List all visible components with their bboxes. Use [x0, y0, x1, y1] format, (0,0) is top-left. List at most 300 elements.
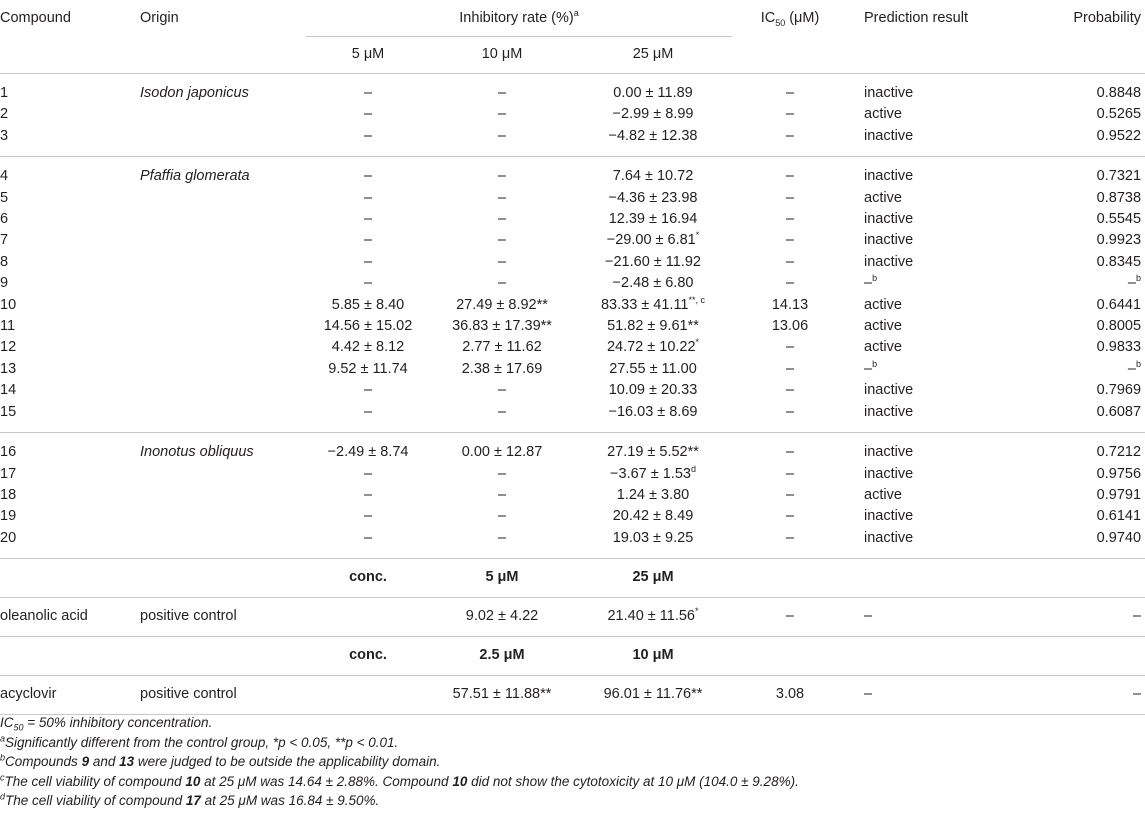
probability-value: [1021, 528, 1145, 549]
origin-cell: [138, 380, 306, 401]
table-row: [0, 209, 1145, 230]
table-row: [0, 273, 1145, 294]
prediction-value: [848, 166, 1021, 187]
control-value-b: [574, 598, 732, 637]
value-25um-text: −3.67 ± 1.53: [610, 465, 691, 482]
probability-text: 0.7969: [1096, 382, 1142, 399]
value-25um-text: −2.99 ± 8.99: [612, 106, 694, 123]
value-5um: –: [363, 127, 373, 144]
origin-cell: [138, 209, 306, 230]
ic50-value: 13.06: [771, 318, 809, 335]
prediction-value: [848, 273, 1021, 294]
prediction-text: –: [864, 275, 873, 292]
ic50-value: –: [785, 211, 795, 228]
probability-text: 0.6087: [1096, 403, 1142, 420]
value-10um: –: [497, 106, 507, 123]
footnote-c-compound: 10: [185, 773, 201, 789]
value-25um-text: 10.09 ± 20.33: [608, 382, 698, 399]
probability-value: [1021, 506, 1145, 527]
prediction-text: active: [864, 296, 902, 313]
footnote-b: [0, 752, 1145, 772]
probability-value: [1021, 316, 1145, 337]
header-probability: Probability: [1073, 10, 1142, 26]
ic50-value: –: [785, 403, 795, 420]
compound-id: 14: [0, 382, 17, 399]
value-5um: 4.42 ± 8.12: [331, 339, 405, 356]
control-row: [0, 598, 1145, 637]
prediction-value: [848, 126, 1021, 147]
value-25um-text: −29.00 ± 6.81: [606, 232, 696, 249]
footnote-d-text: The cell viability of compound: [5, 793, 186, 809]
ic50-value: –: [785, 85, 795, 101]
ic50-value: –: [785, 360, 795, 377]
footnote-ic50: [0, 713, 1145, 733]
value-25um: [574, 506, 732, 527]
table-row: [0, 380, 1145, 401]
prediction-text: inactive: [864, 403, 914, 420]
value-25um: [574, 464, 732, 485]
prediction-value: [848, 230, 1021, 251]
control-conc-row: [0, 559, 1145, 598]
compound-id: 6: [0, 211, 9, 228]
probability-text: 0.8848: [1096, 85, 1142, 101]
header-ic50-prefix: IC: [760, 10, 776, 26]
probability-text: –: [1127, 360, 1136, 377]
footnote-c-compound: 10: [452, 773, 468, 789]
prediction-text: inactive: [864, 127, 914, 144]
footnote-d-mark: d: [0, 791, 6, 802]
probability-text: 0.9791: [1096, 486, 1142, 503]
origin-cell: Isodon japonicus: [140, 85, 249, 101]
compound-id: 4: [0, 168, 9, 185]
probability-text: 0.8738: [1096, 189, 1142, 206]
ic50-value: –: [785, 465, 795, 482]
probability-value: [1021, 273, 1145, 294]
value-25um: [574, 252, 732, 273]
value-25um-text: 51.82 ± 9.61**: [607, 318, 699, 335]
origin-cell: [138, 402, 306, 423]
origin-cell: [138, 506, 306, 527]
footnote-d-text: at 25 μM was 16.84 ± 9.50%.: [200, 793, 380, 809]
origin-cell: [138, 464, 306, 485]
value-5um: −2.49 ± 8.74: [327, 444, 409, 461]
value-25um-text: −21.60 ± 11.92: [605, 253, 701, 270]
prediction-value: [848, 295, 1021, 316]
prediction-sup: b: [872, 273, 878, 284]
origin-cell: Inonotus obliquus: [140, 444, 254, 461]
value-5um: –: [363, 382, 373, 399]
prediction-text: inactive: [864, 444, 914, 461]
footnote-a: [0, 733, 1145, 753]
control-ic50: 3.08: [775, 686, 805, 703]
prediction-value: [848, 188, 1021, 209]
value-10um: –: [497, 529, 507, 546]
table-row: [0, 252, 1145, 273]
probability-text: 0.5545: [1096, 211, 1142, 228]
ic50-value: –: [785, 189, 795, 206]
ic50-value: –: [785, 106, 795, 123]
value-5um: –: [363, 403, 373, 420]
footnote-d-compound: 17: [185, 793, 201, 809]
footnote-c-text: The cell viability of compound: [4, 773, 186, 789]
prediction-value: [848, 464, 1021, 485]
probability-value: [1021, 188, 1145, 209]
control-ic50: –: [785, 608, 795, 625]
value-25um-text: −4.82 ± 12.38: [608, 127, 698, 144]
value-25um-text: 7.64 ± 10.72: [612, 168, 694, 185]
prediction-text: inactive: [864, 85, 914, 101]
value-25um-text: −2.48 ± 6.80: [612, 275, 694, 292]
prediction-text: inactive: [864, 465, 914, 482]
prediction-text: inactive: [864, 253, 914, 270]
origin-cell: [138, 528, 306, 549]
origin-cell: [138, 316, 306, 337]
value-25um-text: 27.19 ± 5.52**: [607, 444, 699, 461]
value-5um: –: [363, 508, 373, 525]
probability-value: [1021, 442, 1145, 463]
compound-id: 10: [0, 296, 17, 313]
origin-cell: [138, 295, 306, 316]
value-25um: [574, 337, 732, 358]
ic50-value: –: [785, 275, 795, 292]
compound-id: 1: [0, 85, 9, 101]
header-conc-10: 10 μM: [481, 46, 523, 63]
value-25um-text: 24.72 ± 10.22: [606, 339, 696, 356]
footnote-b-mark: b: [0, 752, 6, 763]
conc-b: 10 μM: [632, 647, 674, 664]
control-probability: –: [1132, 608, 1142, 625]
conc-label: conc.: [349, 569, 387, 586]
control-value-b-text: 21.40 ± 11.56: [607, 608, 695, 625]
origin-cell: [138, 485, 306, 506]
table-row: [0, 485, 1145, 506]
value-10um: –: [497, 168, 507, 185]
control-probability: –: [1132, 686, 1142, 703]
control-origin: positive control: [140, 686, 237, 703]
table-row: [0, 230, 1145, 251]
value-10um: 2.77 ± 11.62: [462, 339, 542, 356]
value-25um: [574, 528, 732, 549]
prediction-text: active: [864, 339, 902, 356]
value-25um-text: 0.00 ± 11.89: [613, 85, 693, 101]
ic50-value: –: [785, 253, 795, 270]
value-10um: –: [497, 211, 507, 228]
origin-cell: [138, 188, 306, 209]
probability-text: 0.9522: [1096, 127, 1142, 144]
value-10um: –: [497, 253, 507, 270]
footnote-d: [0, 791, 1145, 811]
header-compound: Compound: [0, 10, 71, 26]
conc-a: 2.5 μM: [479, 647, 525, 664]
origin-cell: [138, 230, 306, 251]
probability-text: 0.9923: [1096, 232, 1142, 249]
value-25um: [574, 188, 732, 209]
value-25um-sup: *: [695, 230, 700, 241]
probability-text: 0.7321: [1096, 168, 1142, 185]
control-row: [0, 676, 1145, 715]
probability-text: –: [1127, 275, 1136, 292]
prediction-value: [848, 528, 1021, 549]
compound-id: 2: [0, 106, 9, 123]
header-conc-5: 5 μM: [351, 46, 385, 63]
header-inhibitory-rate-label: Inhibitory rate (%): [459, 10, 574, 26]
value-10um: –: [497, 232, 507, 249]
control-name: acyclovir: [0, 686, 57, 703]
table-row: [0, 126, 1145, 147]
footnote-b-text: and: [89, 754, 120, 770]
compound-id: 11: [0, 318, 16, 335]
header-inhibitory-rate-sup: a: [573, 8, 579, 19]
compound-id: 5: [0, 189, 9, 206]
value-25um-text: 19.03 ± 9.25: [612, 529, 694, 546]
origin-cell: [138, 337, 306, 358]
prediction-value: [848, 485, 1021, 506]
prediction-text: active: [864, 189, 902, 206]
prediction-value: [848, 442, 1021, 463]
table-body: [0, 74, 1145, 715]
probability-value: [1021, 230, 1145, 251]
probability-text: 0.5265: [1096, 106, 1142, 123]
table-row: [0, 166, 1145, 187]
value-5um: –: [363, 465, 373, 482]
ic50-value: –: [785, 444, 795, 461]
probability-text: 0.9740: [1096, 529, 1142, 546]
compound-id: 9: [0, 275, 9, 292]
footnote-b-compound: 9: [81, 754, 90, 770]
ic50-value: –: [785, 339, 795, 356]
compound-id: 8: [0, 253, 9, 270]
value-10um: 27.49 ± 8.92**: [456, 296, 548, 313]
prediction-text: inactive: [864, 232, 914, 249]
table-row: [0, 506, 1145, 527]
value-5um: –: [363, 486, 373, 503]
table-row: [0, 464, 1145, 485]
value-10um: –: [497, 275, 507, 292]
value-25um-text: 20.42 ± 8.49: [612, 508, 694, 525]
value-10um: –: [497, 85, 507, 101]
value-25um: [574, 273, 732, 294]
header-ic50: [732, 4, 848, 37]
probability-value: [1021, 337, 1145, 358]
value-10um: –: [497, 127, 507, 144]
probability-value: [1021, 83, 1145, 104]
control-value-b-text: 96.01 ± 11.76**: [603, 686, 703, 703]
footnote-a-mark: a: [0, 733, 6, 744]
conc-label: conc.: [349, 647, 387, 664]
footnote-ic50-text: = 50% inhibitory concentration.: [23, 715, 213, 730]
prediction-text: inactive: [864, 382, 914, 399]
value-25um-text: −16.03 ± 8.69: [608, 403, 698, 420]
prediction-text: inactive: [864, 529, 914, 546]
table-row: [0, 104, 1145, 125]
conc-b: 25 μM: [632, 569, 674, 586]
footnote-c-text: did not show the cytotoxicity at 10 μM (104.0 ± 9.28%).: [467, 773, 799, 789]
value-5um: –: [363, 85, 373, 101]
value-25um: [574, 402, 732, 423]
probability-text: 0.6441: [1096, 296, 1142, 313]
control-value-a: 57.51 ± 11.88**: [452, 686, 552, 703]
compound-id: 7: [0, 232, 9, 249]
prediction-value: [848, 506, 1021, 527]
control-value-b-sup: *: [695, 606, 699, 617]
compound-id: 19: [0, 508, 17, 525]
footnotes: [0, 713, 1145, 811]
value-25um-text: 27.55 ± 11.00: [609, 360, 697, 377]
prediction-text: inactive: [864, 211, 914, 228]
table-row: [0, 188, 1145, 209]
probability-value: [1021, 359, 1145, 380]
prediction-sup: b: [872, 359, 878, 370]
control-value-a: 9.02 ± 4.22: [465, 608, 539, 625]
header-conc-25: 25 μM: [632, 46, 674, 63]
header-inhibitory-rate: [306, 4, 732, 37]
prediction-value: [848, 252, 1021, 273]
prediction-value: [848, 316, 1021, 337]
value-5um: –: [363, 232, 373, 249]
header-origin: Origin: [140, 10, 179, 26]
footnote-b-text: were judged to be outside the applicability domain.: [134, 754, 441, 770]
footnote-b-compound: 13: [119, 754, 135, 770]
value-10um: –: [497, 189, 507, 206]
ic50-value: 14.13: [771, 296, 809, 313]
prediction-text: active: [864, 106, 902, 123]
compound-id: 18: [0, 486, 17, 503]
footnote-ic50-prefix: IC: [0, 715, 14, 730]
value-25um-sup: *: [695, 337, 700, 348]
value-25um: [574, 126, 732, 147]
value-5um: –: [363, 168, 373, 185]
probability-value: [1021, 485, 1145, 506]
prediction-text: inactive: [864, 168, 914, 185]
value-25um: [574, 485, 732, 506]
value-25um: [574, 359, 732, 380]
probability-value: [1021, 380, 1145, 401]
probability-text: 0.7212: [1096, 444, 1142, 461]
control-conc-row: [0, 637, 1145, 676]
probability-value: [1021, 464, 1145, 485]
probability-sup: b: [1136, 273, 1142, 284]
table-row: [0, 402, 1145, 423]
probability-sup: b: [1136, 359, 1142, 370]
origin-cell: [138, 252, 306, 273]
compound-id: 17: [0, 465, 17, 482]
value-10um: 2.38 ± 17.69: [461, 360, 543, 377]
value-25um-text: 83.33 ± 41.11: [600, 296, 689, 313]
value-5um: –: [363, 275, 373, 292]
value-10um: 36.83 ± 17.39**: [452, 318, 552, 335]
table-row: [0, 316, 1145, 337]
control-origin: positive control: [140, 608, 237, 625]
compound-id: 13: [0, 360, 17, 377]
ic50-value: –: [785, 127, 795, 144]
conc-a: 5 μM: [485, 569, 519, 586]
probability-text: 0.8345: [1096, 253, 1142, 270]
probability-value: [1021, 295, 1145, 316]
header-prediction: Prediction result: [864, 10, 968, 26]
ic50-value: –: [785, 168, 795, 185]
value-5um: –: [363, 529, 373, 546]
value-25um: [574, 380, 732, 401]
table-row: [0, 83, 1145, 104]
value-5um: –: [363, 106, 373, 123]
value-10um: –: [497, 382, 507, 399]
value-10um: –: [497, 403, 507, 420]
table-row: [0, 337, 1145, 358]
value-5um: 5.85 ± 8.40: [331, 296, 405, 313]
prediction-value: [848, 402, 1021, 423]
value-10um: –: [497, 486, 507, 503]
value-25um-sup: d: [690, 463, 696, 474]
prediction-text: active: [864, 486, 902, 503]
control-prediction: –: [864, 608, 873, 625]
prediction-value: [848, 209, 1021, 230]
value-5um: –: [363, 189, 373, 206]
table-row: [0, 528, 1145, 549]
table-row: [0, 442, 1145, 463]
footnote-b-text: Compounds: [5, 754, 82, 770]
value-25um-text: −4.36 ± 23.98: [608, 189, 698, 206]
value-25um: [574, 295, 732, 316]
value-25um: [574, 442, 732, 463]
footnote-c: [0, 772, 1145, 792]
table-row: [0, 295, 1145, 316]
ic50-value: –: [785, 508, 795, 525]
compound-id: 15: [0, 403, 17, 420]
probability-value: [1021, 104, 1145, 125]
footnote-c-text: at 25 μM was 14.64 ± 2.88%. Compound: [200, 773, 453, 789]
probability-value: [1021, 252, 1145, 273]
value-25um: [574, 230, 732, 251]
prediction-value: [848, 83, 1021, 104]
footnote-c-mark: c: [0, 772, 5, 783]
value-25um: [574, 83, 732, 104]
prediction-text: active: [864, 318, 902, 335]
compound-id: 3: [0, 127, 9, 144]
probability-value: [1021, 166, 1145, 187]
control-name: oleanolic acid: [0, 608, 88, 625]
value-10um: –: [497, 465, 507, 482]
value-25um: [574, 166, 732, 187]
inhibitory-rate-table: [0, 4, 1145, 715]
footnote-a-text: Significantly different from the control group, *p < 0.05, **p < 0.01.: [5, 734, 399, 750]
prediction-text: inactive: [864, 508, 914, 525]
prediction-value: [848, 380, 1021, 401]
value-25um: [574, 104, 732, 125]
value-25um: [574, 209, 732, 230]
probability-text: 0.8005: [1096, 318, 1142, 335]
control-value-b: [574, 676, 732, 715]
value-5um: 14.56 ± 15.02: [323, 318, 413, 335]
control-prediction: –: [864, 686, 873, 703]
origin-cell: [138, 126, 306, 147]
origin-cell: Pfaffia glomerata: [140, 168, 250, 185]
value-25um-sup: **, c: [688, 294, 706, 305]
probability-text: 0.9756: [1096, 465, 1142, 482]
ic50-value: –: [785, 529, 795, 546]
value-5um: 9.52 ± 11.74: [328, 360, 408, 377]
origin-cell: [138, 359, 306, 380]
probability-value: [1021, 126, 1145, 147]
table-row: [0, 359, 1145, 380]
value-25um-text: 1.24 ± 3.80: [616, 486, 690, 503]
value-10um: –: [497, 508, 507, 525]
value-5um: –: [363, 211, 373, 228]
header-ic50-suffix: (μM): [785, 10, 820, 26]
prediction-value: [848, 337, 1021, 358]
header-ic50-sub: 50: [775, 17, 786, 28]
probability-text: 0.9833: [1096, 339, 1142, 356]
compound-id: 16: [0, 444, 17, 461]
